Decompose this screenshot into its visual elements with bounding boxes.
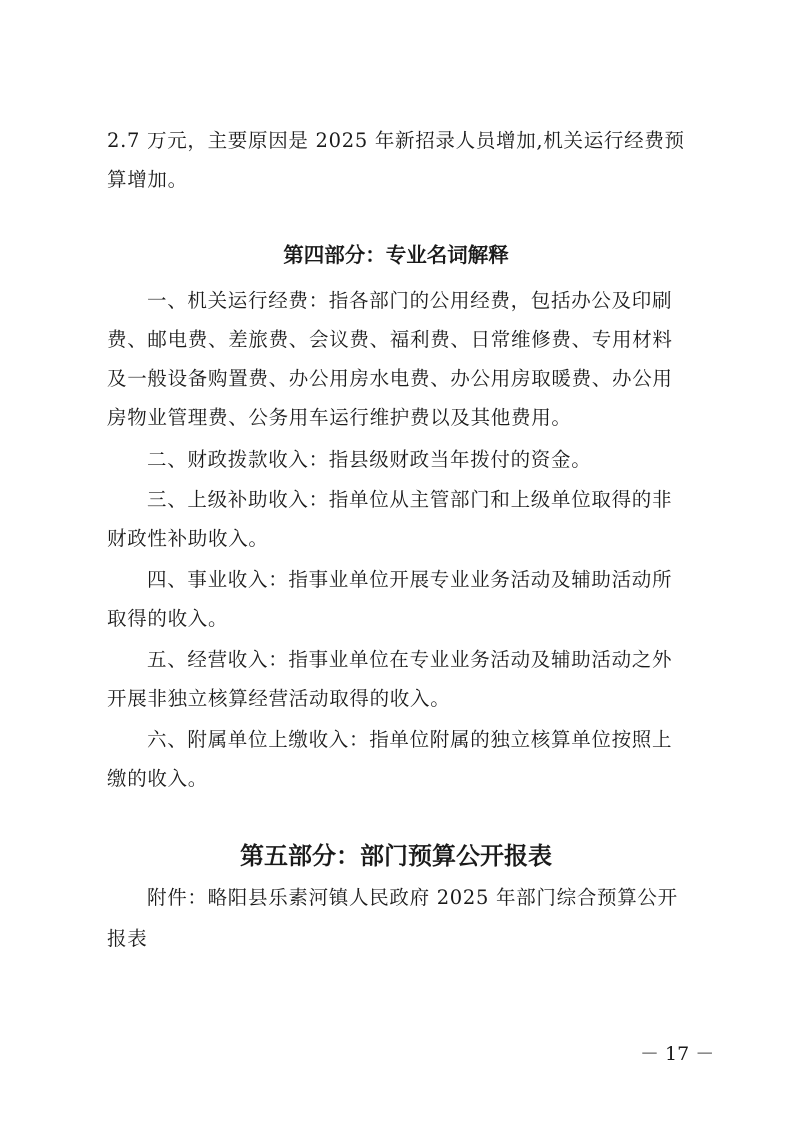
section5-heading: 第五部分：部门预算公开报表	[240, 841, 552, 870]
definition-line: 四、事业收入：指事业单位开展专业业务活动及辅助活动所	[147, 568, 673, 591]
attachment-line: 附件：略阳县乐素河镇人民政府 2025 年部门综合预算公开	[147, 886, 678, 909]
definition-line: 及一般设备购置费、办公用房水电费、办公用房取暖费、办公用	[107, 367, 673, 390]
definition-line: 缴的收入。	[107, 767, 209, 790]
definition-line: 取得的收入。	[107, 607, 229, 630]
definition-line: 财政性补助收入。	[107, 527, 269, 550]
definition-line: 一、机关运行经费：指各部门的公用经费，包括办公及印刷	[147, 289, 673, 312]
attachment-line: 报表	[107, 927, 148, 950]
definition-line: 五、经营收入：指事业单位在专业业务活动及辅助活动之外	[147, 648, 673, 671]
definition-line: 六、附属单位上缴收入：指单位附属的独立核算单位按照上	[147, 728, 673, 751]
definition-line: 二、财政拨款收入：指县级财政当年拨付的资金。	[147, 448, 592, 471]
section4-heading: 第四部分：专业名词解释	[283, 243, 509, 267]
paragraph-line: 算增加。	[107, 168, 188, 191]
paragraph-line: 2.7 万元，主要原因是 2025 年新招录人员增加,机关运行经费预	[107, 129, 685, 152]
definition-line: 三、上级补助收入：指单位从主管部门和上级单位取得的非	[147, 488, 673, 511]
definition-line: 开展非独立核算经营活动取得的收入。	[107, 687, 451, 710]
definition-line: 费、邮电费、差旅费、会议费、福利费、日常维修费、专用材料	[107, 328, 673, 351]
page-number: － 17 －	[640, 1043, 715, 1065]
definition-line: 房物业管理费、公务用车运行维护费以及其他费用。	[107, 406, 572, 429]
